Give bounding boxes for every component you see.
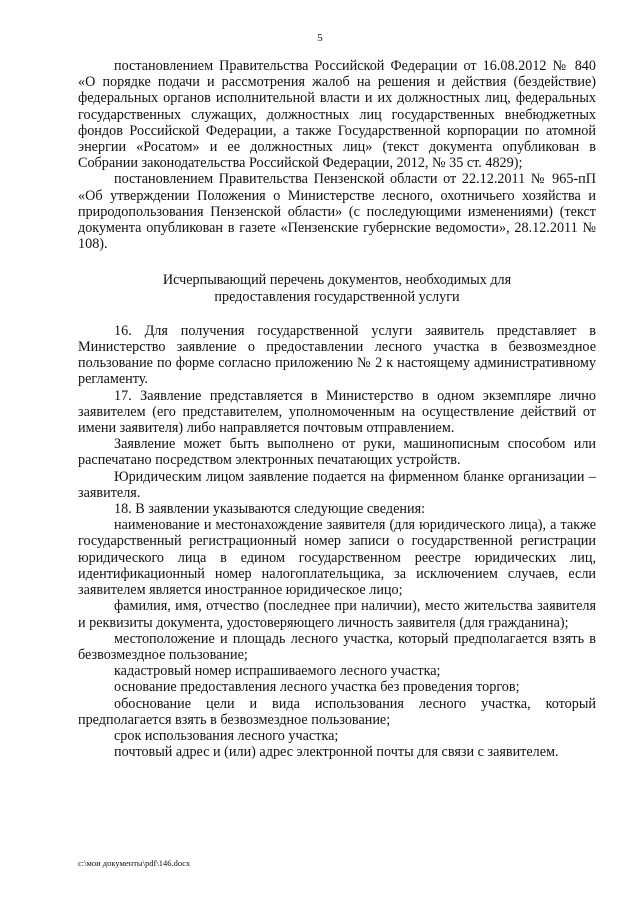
- paragraph-decree-965: постановлением Правительства Пензенской области от 22.12.2011 № 965-пП «Об утверждении Положения о Министерстве лесного, охотничьего хозяйства и природопользования Пензенской области» (с последующими изменениями) (текст документа опубликован в газете «Пензенские губернские ведомости», 28.12.2011 № 108).: [78, 171, 596, 253]
- file-path-footer: c:\мои документы\pdf\146.docx: [78, 858, 191, 868]
- list-item-location-area: местоположение и площадь лесного участка, который предполагается взять в безвозмездное пользование;: [78, 630, 596, 663]
- paragraph-16: 16. Для получения государственной услуги заявитель представляет в Министерство заявление о предоставлении лесного участка в безвозмездное пользование по форме согласно приложению № 2 к настоящему административному регламенту.: [78, 322, 596, 388]
- list-item-name-location: наименование и местонахождение заявителя (для юридического лица), а также государственный регистрационный номер записи о государственной регистрации юридического лица в едином государственном реестре юридических лиц, идентификационный номер налогоплательщика, за исключением случаев, если заявителем является иностранное юридическое лицо;: [78, 517, 596, 599]
- list-item-term: срок использования лесного участка;: [114, 727, 339, 744]
- paragraph-17: 17. Заявление представляется в Министерство в одном экземпляре лично заявителем (его представителем, уполномоченным на осуществление действий от имени заявителя) либо направляется почтовым отправлением.: [78, 387, 596, 437]
- page-number: 5: [317, 32, 323, 44]
- paragraph-form-of-application: Заявление может быть выполнено от руки, машинописным способом или распечатано посредством электронных печатающих устройств.: [78, 436, 596, 469]
- document-body: [78, 58, 596, 760]
- spacer: [78, 252, 596, 272]
- list-item-purpose: обоснование цели и вида использования лесного участка, который предполагается взять в безвозмездное пользование;: [78, 695, 596, 728]
- section-heading-line-2: предоставления государственной услуги: [214, 288, 460, 305]
- list-item-contact-address: почтовый адрес и (или) адрес электронной почты для связи с заявителем.: [114, 744, 559, 761]
- spacer: [78, 305, 596, 323]
- paragraph-legal-entity-letterhead: Юридическим лицом заявление подается на фирменном бланке организации – заявителя.: [78, 468, 596, 501]
- paragraph-decree-840: постановлением Правительства Российской Федерации от 16.08.2012 № 840 «О порядке подачи и рассмотрения жалоб на решения и действия (бездействие) федеральных органов исполнительной власти и их должностных лиц, федеральных государственных служащих, должностных лиц государственных внебюджетных фондов Российской Федерации, а также Государственной корпорации по атомной энергии «Росатом» и ее должностных лиц» (текст документа опубликован в Собрании законодательства Российской Федерации, 2012, № 35 ст. 4829);: [78, 58, 596, 172]
- list-item-cadastral-number: кадастровый номер испрашиваемого лесного участка;: [114, 663, 441, 680]
- list-item-full-name: фамилия, имя, отчество (последнее при наличии), место жительства заявителя и реквизиты документа, удостоверяющего личность заявителя (для гражданина);: [78, 598, 596, 631]
- list-item-grounds: основание предоставления лесного участка без проведения торгов;: [114, 679, 520, 696]
- paragraph-18: 18. В заявлении указываются следующие сведения:: [114, 501, 426, 518]
- section-heading-line-1: Исчерпывающий перечень документов, необходимых для: [162, 272, 512, 289]
